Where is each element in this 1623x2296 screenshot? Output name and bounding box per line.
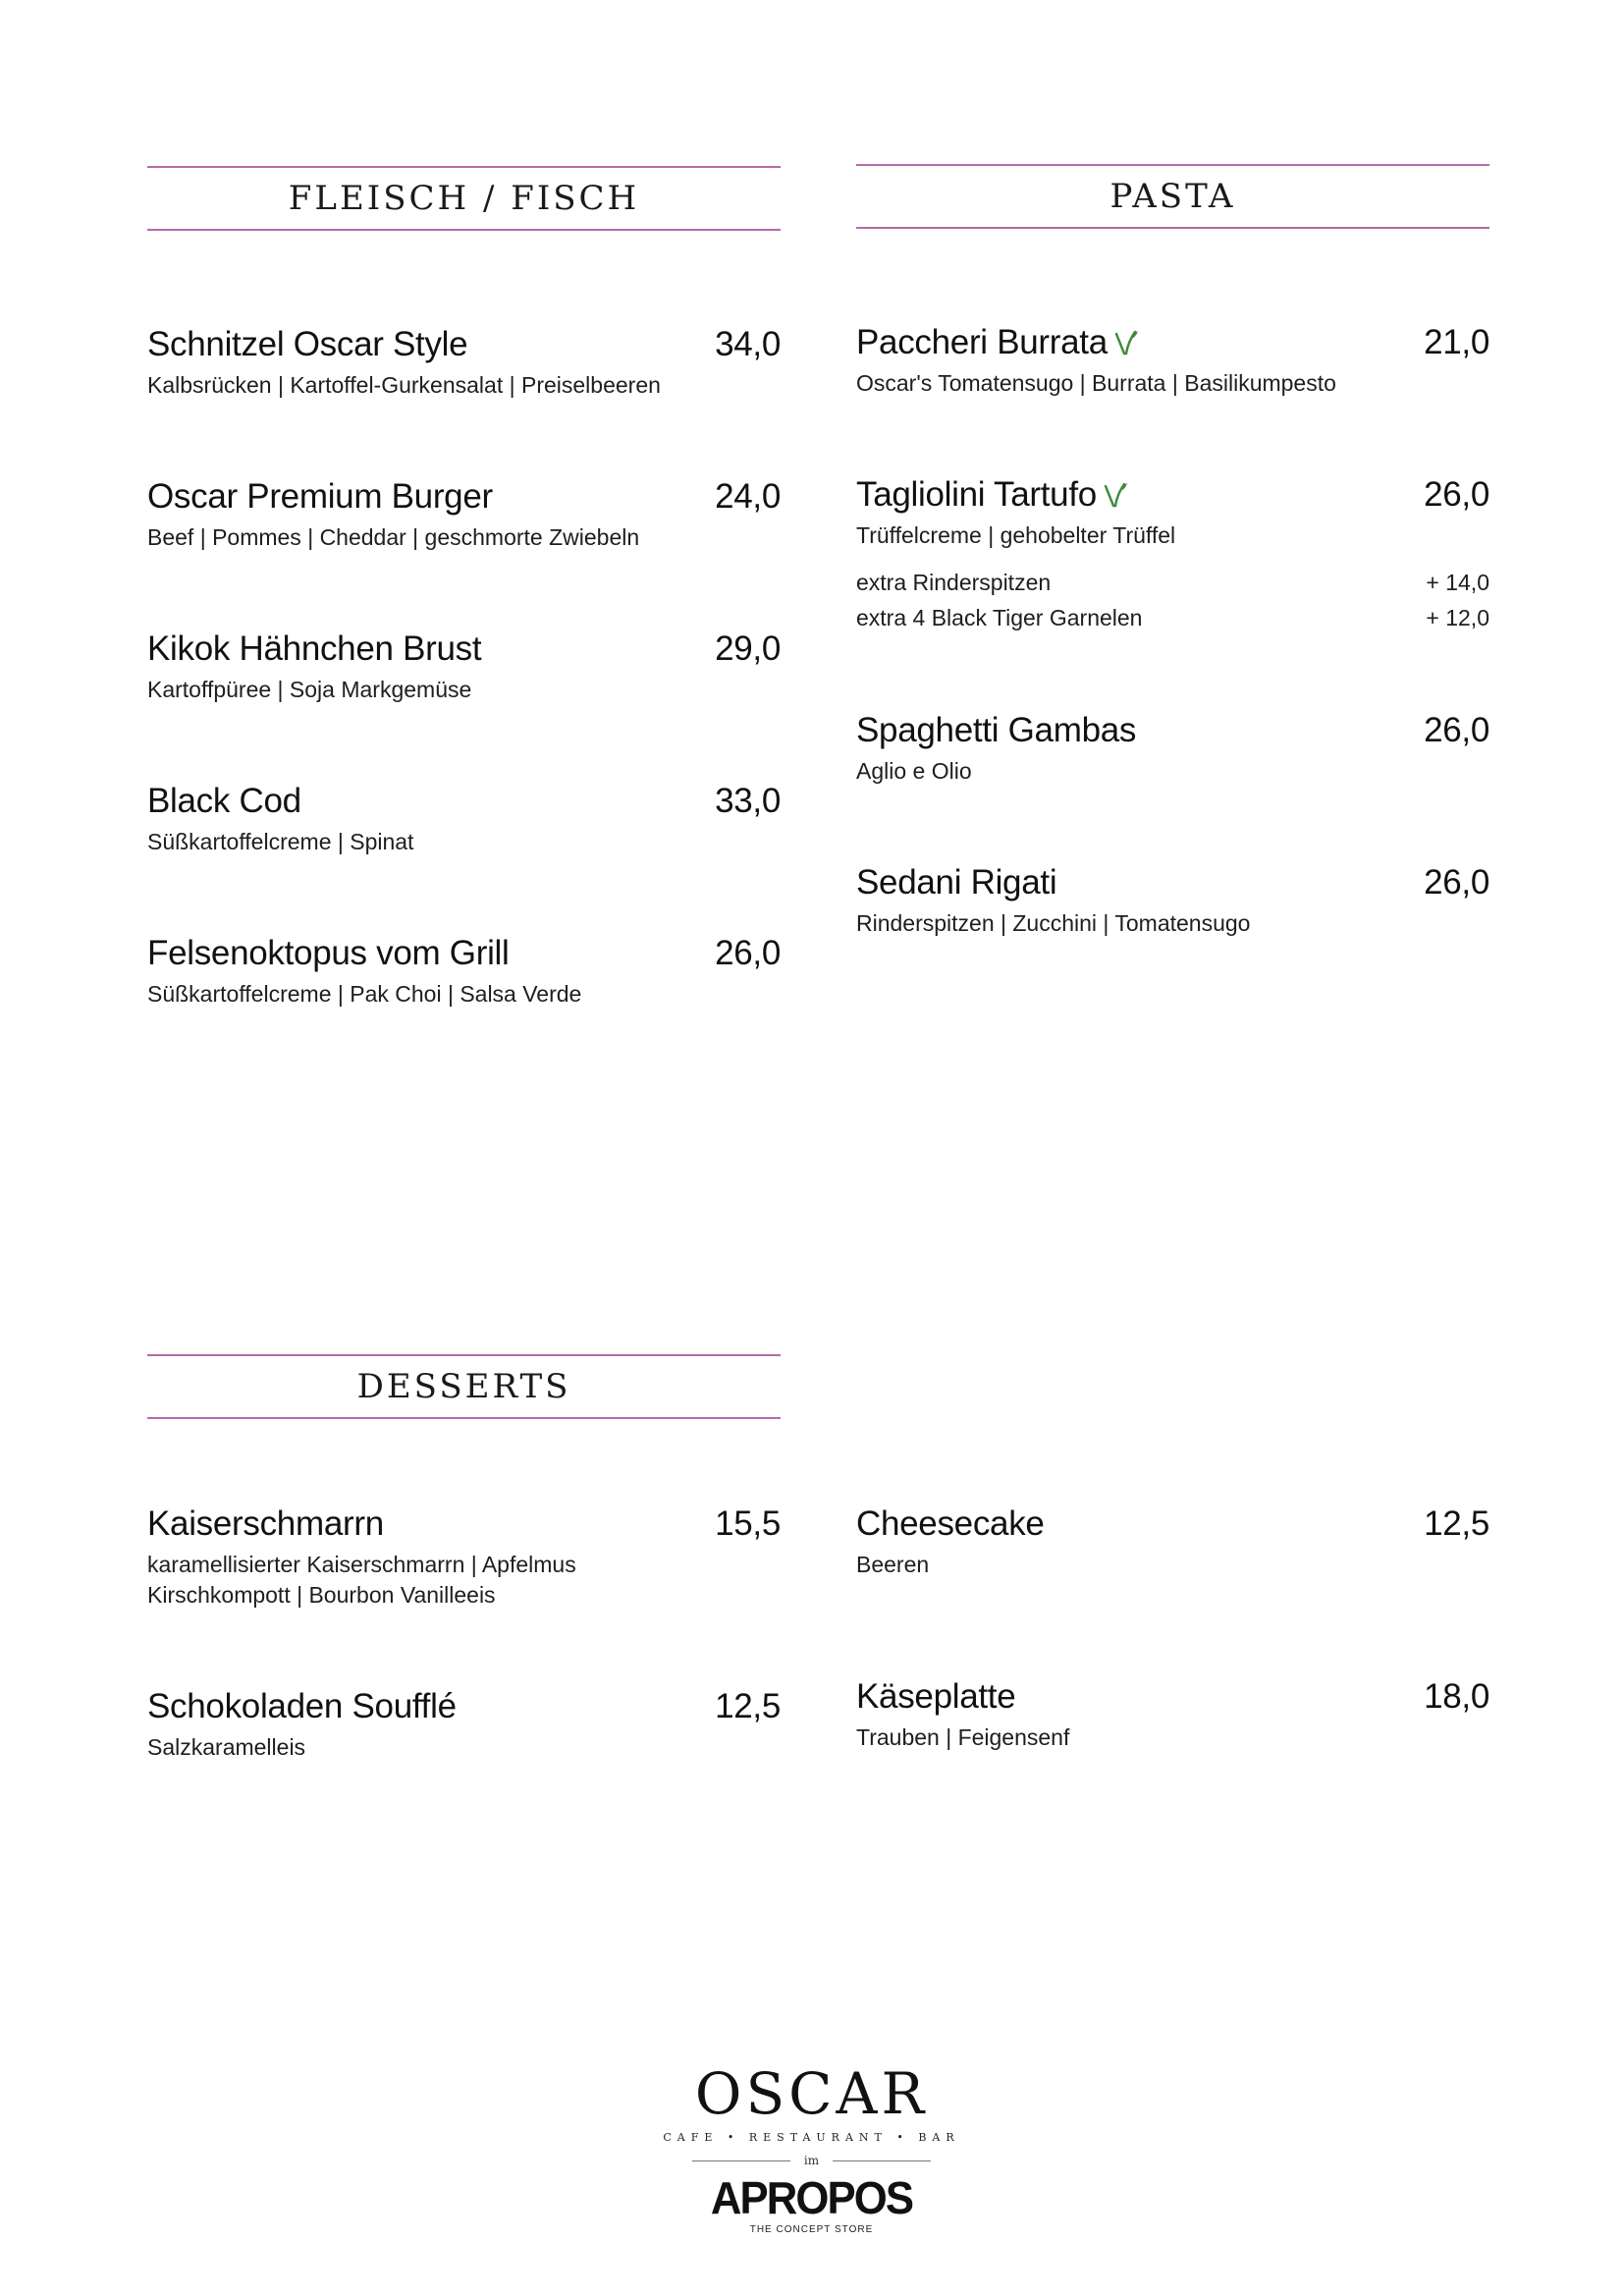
menu-item — [147, 934, 781, 1010]
section-header — [856, 164, 1489, 229]
menu-item — [147, 1504, 781, 1611]
store-logo: APROPOS — [710, 2172, 913, 2223]
extra-label: extra 4 Black Tiger Garnelen — [856, 605, 1143, 630]
item-description: Trauben | Feigensenf — [856, 1724, 1070, 1750]
desserts-left-column — [147, 1504, 781, 1799]
item-price: 18,0 — [1424, 1677, 1489, 1716]
logo-subtitle: CAFE • RESTAURANT • BAR — [663, 2131, 960, 2144]
divider-line — [692, 2160, 790, 2161]
section-title: FLEISCH / FISCH — [288, 179, 640, 218]
item-description: Aglio e Olio — [856, 758, 972, 784]
item-name: Kikok Hähnchen Brust — [147, 629, 482, 668]
menu-item — [856, 1677, 1489, 1753]
item-description: Kalbsrücken | Kartoffel-Gurkensalat | Preiselbeeren — [147, 372, 661, 398]
item-price: 26,0 — [1424, 475, 1489, 514]
divider-line — [833, 2160, 931, 2161]
menu-item — [147, 325, 781, 401]
item-price: 33,0 — [715, 782, 781, 820]
section-fleisch-fisch — [147, 166, 781, 1050]
menu-item — [856, 863, 1489, 939]
restaurant-logo — [0, 2062, 1623, 2235]
section-title: PASTA — [1109, 177, 1236, 216]
menu-item — [856, 711, 1489, 787]
extra-price: + 14,0 — [1426, 570, 1489, 595]
item-name: Cheesecake — [856, 1504, 1045, 1543]
store-subtitle: THE CONCEPT STORE — [749, 2224, 874, 2235]
section-title: DESSERTS — [356, 1367, 571, 1406]
item-price: 12,5 — [715, 1687, 781, 1725]
item-description: Trüffelcreme | gehobelter Trüffel — [856, 522, 1176, 548]
section-header — [147, 166, 781, 231]
item-name: Spaghetti Gambas — [856, 711, 1137, 749]
menu-item — [856, 1504, 1489, 1580]
item-price: 12,5 — [1424, 1504, 1489, 1543]
item-description: Salzkaramelleis — [147, 1734, 306, 1760]
item-price: 29,0 — [715, 629, 781, 668]
item-description: Kirschkompott | Bourbon Vanilleeis — [147, 1582, 496, 1608]
item-description: Beef | Pommes | Cheddar | geschmorte Zwiebeln — [147, 524, 640, 550]
item-name: Black Cod — [147, 782, 301, 820]
item-name: Oscar Premium Burger — [147, 477, 493, 516]
section-pasta — [856, 164, 1489, 969]
item-name: Schnitzel Oscar Style — [147, 325, 468, 363]
menu-item — [147, 477, 781, 553]
item-name: Kaiserschmarrn — [147, 1504, 384, 1543]
extras-list — [856, 565, 1489, 635]
menu-item — [856, 475, 1489, 635]
item-description: karamellisierter Kaiserschmarrn | Apfelmus — [147, 1552, 576, 1577]
item-name: Felsenoktopus vom Grill — [147, 934, 510, 972]
logo-im: im — [803, 2154, 820, 2167]
menu-item — [856, 323, 1489, 399]
section-header — [147, 1354, 781, 1419]
extra-price: + 12,0 — [1426, 605, 1489, 630]
logo-divider — [0, 2154, 1623, 2167]
item-price: 21,0 — [1424, 323, 1489, 361]
item-price: 34,0 — [715, 325, 781, 363]
extra-row — [856, 565, 1489, 600]
item-price: 26,0 — [715, 934, 781, 972]
item-price: 26,0 — [1424, 711, 1489, 749]
vegetarian-leaf-icon — [1103, 480, 1128, 508]
item-name: Sedani Rigati — [856, 863, 1057, 902]
item-description: Beeren — [856, 1552, 930, 1577]
item-name: Käseplatte — [856, 1677, 1016, 1716]
vegetarian-leaf-icon — [1113, 328, 1139, 355]
item-name-text: Paccheri Burrata — [856, 323, 1108, 361]
extra-row — [856, 600, 1489, 635]
item-description: Kartoffpüree | Soja Markgemüse — [147, 677, 472, 702]
item-price: 26,0 — [1424, 863, 1489, 902]
menu-item — [147, 629, 781, 705]
item-name — [856, 475, 1128, 515]
item-description: Süßkartoffelcreme | Spinat — [147, 829, 414, 854]
desserts-right-column — [856, 1504, 1489, 1799]
item-description: Süßkartoffelcreme | Pak Choi | Salsa Verde — [147, 981, 582, 1007]
item-description: Oscar's Tomatensugo | Burrata | Basilikumpesto — [856, 370, 1336, 396]
item-price: 24,0 — [715, 477, 781, 516]
item-description: Rinderspitzen | Zucchini | Tomatensugo — [856, 910, 1251, 936]
item-name: Schokoladen Soufflé — [147, 1687, 457, 1725]
extra-label: extra Rinderspitzen — [856, 570, 1052, 595]
section-desserts — [147, 1354, 781, 1423]
item-price: 15,5 — [715, 1504, 781, 1543]
logo-name: OSCAR — [694, 2060, 929, 2127]
item-name-text: Tagliolini Tartufo — [856, 475, 1097, 514]
menu-item — [147, 1687, 781, 1763]
item-name — [856, 323, 1139, 362]
menu-item — [147, 782, 781, 857]
